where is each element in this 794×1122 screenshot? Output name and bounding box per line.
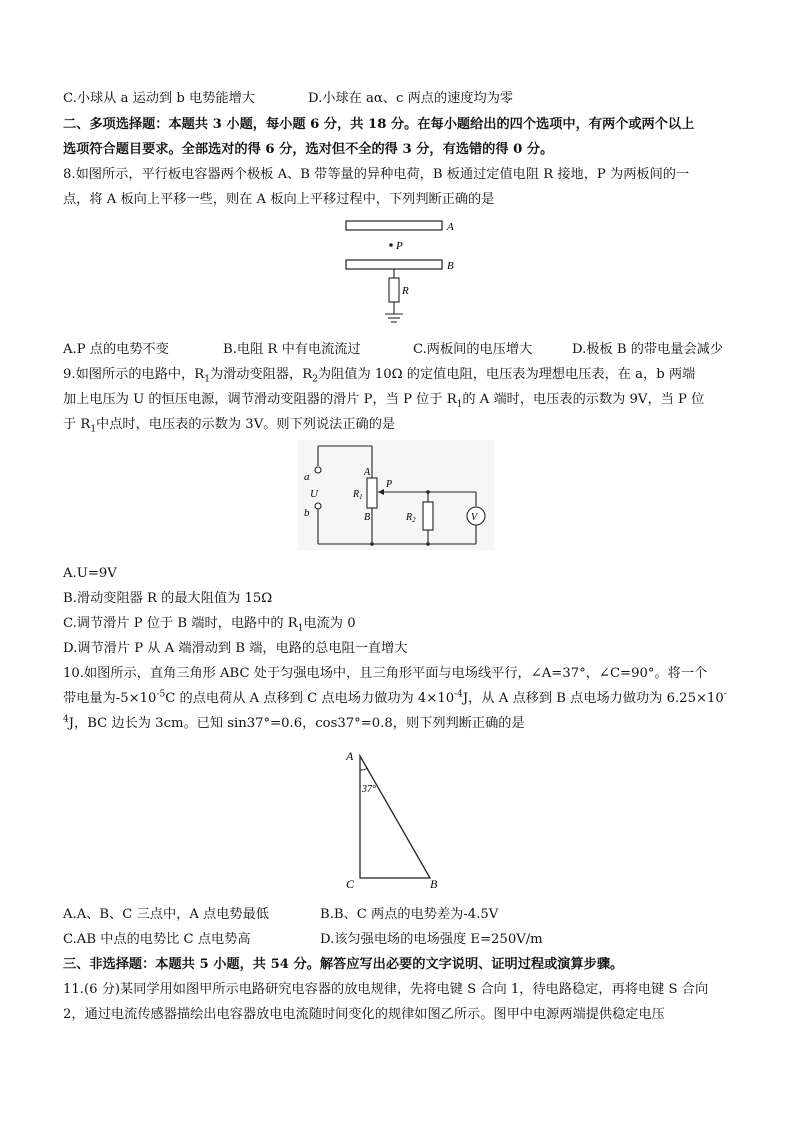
terminal-b-label: b xyxy=(304,507,310,519)
r1-end-a-label: A xyxy=(364,467,371,478)
vertex-b-label: B xyxy=(430,877,438,891)
resistor-r-label: R xyxy=(402,285,409,297)
q10-stem-line2 xyxy=(63,690,743,708)
q10-option-a: A.A、B、C 三点中，A 点电势最低 xyxy=(63,907,269,922)
q10-text-2a: 带电量为-5×10 xyxy=(63,691,157,706)
terminal-a xyxy=(315,467,321,473)
terminal-b xyxy=(315,503,321,509)
point-p-label: P xyxy=(396,240,403,252)
q9-option-a: A.U=9V xyxy=(63,566,117,581)
plate-a-label: A xyxy=(447,221,454,233)
q10-option-b: B.B、C 两点的电势差为-4.5V xyxy=(320,907,499,922)
plate-b-label: B xyxy=(447,260,454,272)
vertex-c-label: C xyxy=(346,877,355,891)
plate-b xyxy=(346,260,442,269)
triangle-abc xyxy=(360,756,430,878)
q9-circuit-figure xyxy=(298,440,494,550)
angle-a-label: 37° xyxy=(362,784,376,795)
q10-text-2c: J，从 A 点移到 B 点电场力做功为 6.25×10 xyxy=(462,691,724,706)
resistor-r xyxy=(389,278,399,302)
figure-background xyxy=(298,440,494,550)
q9-sub-3a: 1 xyxy=(90,424,97,435)
q9-text-1a: 9.如图所示的电路中，R xyxy=(63,367,205,382)
q10-text-2b: C 的点电荷从 A 点移到 C 点电场力做功为 4×10 xyxy=(165,691,455,706)
q9-sub-1b: 2 xyxy=(312,374,318,385)
angle-a-arc xyxy=(360,768,368,770)
q10-sup-1: -5 xyxy=(156,689,166,700)
q9-sub-1a: 1 xyxy=(204,374,210,385)
plate-a xyxy=(346,221,442,230)
q9-sub-2a: 1 xyxy=(456,399,463,410)
q10-sup-2: -4 xyxy=(454,689,463,700)
q9-stem-line2 xyxy=(63,391,743,409)
q9-option-d: D.调节滑片 P 从 A 端滑动到 B 端，电路的总电阻一直增大 xyxy=(63,641,408,656)
q9-text-3a: 于 R xyxy=(63,417,91,432)
q9-option-c-text1: C.调节滑片 P 位于 B 端时，电路中的 R xyxy=(63,616,298,631)
q7-option-d: D.小球在 aα、c 两点的速度均为零 xyxy=(308,91,514,106)
q9-text-3b: 中点时，电压表的示数为 3V。则下列说法正确的是 xyxy=(96,417,396,432)
q9-option-c-sub: 1 xyxy=(297,623,304,634)
q8-stem-line1: 8.如图所示，平行板电容器两个极板 A、B 带等量的异种电荷，B 板通过定值电阻 R 接地，P 为两板间的一 xyxy=(63,167,690,182)
q9-option-b: B.滑动变阻器 R 的最大阻值为 15Ω xyxy=(63,591,273,606)
q9-stem-line1 xyxy=(63,366,743,384)
q10-sup-4: 4 xyxy=(63,714,69,725)
r1-label: $R_1$ xyxy=(353,489,363,501)
q10-triangle-diagram xyxy=(342,748,452,893)
terminal-a-label: a xyxy=(304,471,310,483)
junction-bottom-2 xyxy=(426,542,430,546)
section2-heading-line2: 选项符合题目要求。全部选对的得 6 分，选对但不全的得 3 分，有选错的得 0 分。 xyxy=(63,142,554,157)
q10-triangle-figure xyxy=(342,748,452,893)
q8-option-c: C.两板间的电压增大 xyxy=(413,342,533,357)
section3-heading: 三、非选择题：本题共 5 小题，共 54 分。解答应写出必要的文字说明、证明过程或演算步骤。 xyxy=(63,957,624,972)
q8-option-a: A.P 点的电势不变 xyxy=(63,342,169,357)
q11-stem-line1: 11.(6 分)某同学用如图甲所示电路研究电容器的放电规律，先将电键 S 合向 1，待电路稳定，再将电键 S 合向 xyxy=(63,982,709,997)
q9-text-1b: 为滑动变阻器，R xyxy=(209,367,313,382)
vertex-a-label: A xyxy=(346,749,354,763)
q8-capacitor-diagram xyxy=(338,216,468,328)
q9-option-c xyxy=(63,615,743,633)
voltmeter-label: V xyxy=(471,512,478,523)
q9-stem-line3 xyxy=(63,416,743,434)
q9-text-1c: 为阻值为 10Ω 的定值电阻，电压表为理想电压表，在 a，b 两端 xyxy=(317,367,696,382)
resistor-r2 xyxy=(423,502,433,530)
slider-p-label: P xyxy=(386,479,393,490)
q8-capacitor-figure xyxy=(338,216,468,328)
r2-label: $R_2$ xyxy=(406,512,416,524)
q10-stem-line3 xyxy=(63,715,743,733)
q10-option-d: D.该匀强电场的电场强度 E=250V/m xyxy=(320,932,543,947)
resistor-r1 xyxy=(367,478,377,508)
q9-circuit-diagram xyxy=(298,440,494,550)
q9-option-c-text2: 电流为 0 xyxy=(303,616,356,631)
q7-option-c: C.小球从 a 运动到 b 电势能增大 xyxy=(63,91,255,106)
q8-option-d: D.极板 B 的带电量会减少 xyxy=(572,342,724,357)
q8-stem-line2: 点，将 A 板向上平移一些，则在 A 板向上平移过程中，下列判断正确的是 xyxy=(63,192,495,207)
q8-option-b: B.电阻 R 中有电流流过 xyxy=(223,342,361,357)
q11-stem-line2: 2，通过电流传感器描绘出电容器放电电流随时间变化的规律如图乙所示。图甲中电源两端提供稳定电压 xyxy=(63,1007,665,1022)
point-p xyxy=(389,243,393,247)
q9-text-2b: 的 A 端时，电压表的示数为 9V，当 P 位 xyxy=(462,392,705,407)
q9-text-2a: 加上电压为 U 的恒压电源，调节滑动变阻器的滑片 P，当 P 位于 R xyxy=(63,392,457,407)
q10-stem-line1: 10.如图所示，直角三角形 ABC 处于匀强电场中，且三角形平面与电场线平行，∠A=37°，∠C=90°。将一个 xyxy=(63,666,708,681)
voltage-u-label: U xyxy=(310,488,318,500)
q10-option-c: C.AB 中点的电势比 C 点电势高 xyxy=(63,932,251,947)
q10-sup-3: - xyxy=(723,689,727,700)
junction-bottom-1 xyxy=(370,542,374,546)
section2-heading-line1: 二、多项选择题：本题共 3 小题，每小题 6 分，共 18 分。在每小题给出的四个选项中，有两个或两个以上 xyxy=(63,117,695,132)
q10-text-3: J，BC 边长为 3cm。已知 sin37°=0.6，cos37°=0.8，则下列判断正确的是 xyxy=(68,716,525,731)
r1-end-b-label: B xyxy=(364,512,371,523)
